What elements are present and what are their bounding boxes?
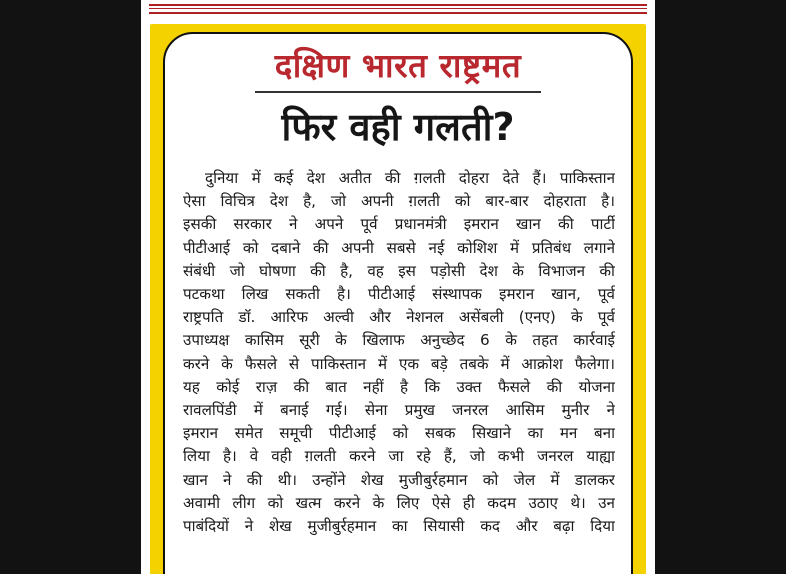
editorial-body [183,167,615,538]
body-line: खान ने की थी। उन्होंने शेख मुजीबुर्रहमान को जेल में डालकर [183,470,615,489]
body-line: संबंधी जो घोषणा की है, वह इस पड़ोसी देश के विभाजन की [183,261,615,280]
body-line: दुनिया में कई देश अतीत की ग़लती दोहरा देते हैं। पाकिस्तान [205,169,615,187]
editorial-box [163,32,633,574]
body-line: पाबंदियों ने शेख मुजीबुर्रहमान का सियासी कद और बढ़ा दिया [183,517,615,536]
top-border-rules [149,4,647,18]
body-line: राष्ट्रपति डॉ. आरिफ अल्वी और नेशनल असेंबली (एनए) के पूर्व [183,308,615,327]
body-line: यह कोई राज़ की बात नहीं है कि उक्त फैसले की योजना [183,377,615,396]
body-line: लिया है। वे वही ग़लती करने जा रहे हैं, जो कभी जनरल याह्या [183,447,615,466]
editorial-frame [150,24,646,574]
body-line: अवामी लीग को खत्म करने के लिए ऐसे ही कदम उठाए थे। उन [183,493,615,512]
masthead-title: दक्षिण भारत राष्ट्रमत [274,46,522,85]
body-line: ऐसा विचित्र देश है, जो अपनी ग़लती को बार-बार दोहराता है। [183,192,615,211]
top-rule [149,8,647,9]
body-line: पटकथा लिख सकती है। पीटीआई संस्थापक इमरान खान, पूर्व [183,285,615,304]
top-rule [149,4,647,6]
masthead-divider [255,91,541,93]
top-rule [149,12,647,14]
body-line: इसकी सरकार ने अपने पूर्व प्रधानमंत्री इमरान खान की पार्टी [183,215,615,234]
editorial-headline: फिर वही गलती? [281,105,515,149]
newspaper-page [141,0,655,574]
body-line: उपाध्यक्ष कासिम सूरी के खिलाफ अनुच्छेद 6 के तहत कार्रवाई [183,331,615,350]
body-line: रावलपिंडी में बनाई गई। सेना प्रमुख जनरल आसिम मुनीर ने [183,401,615,420]
body-line: करने के फैसले से पाकिस्तान में एक बड़े तबके में आक्रोश फैलेगा। [183,354,615,373]
body-line: पीटीआई को दबाने की अपनी सबसे नई कोशिश में प्रतिबंध लगाने [183,238,615,257]
body-line: इमरान समेत समूची पीटीआई को सबक सिखाने का मन बना [183,424,615,443]
